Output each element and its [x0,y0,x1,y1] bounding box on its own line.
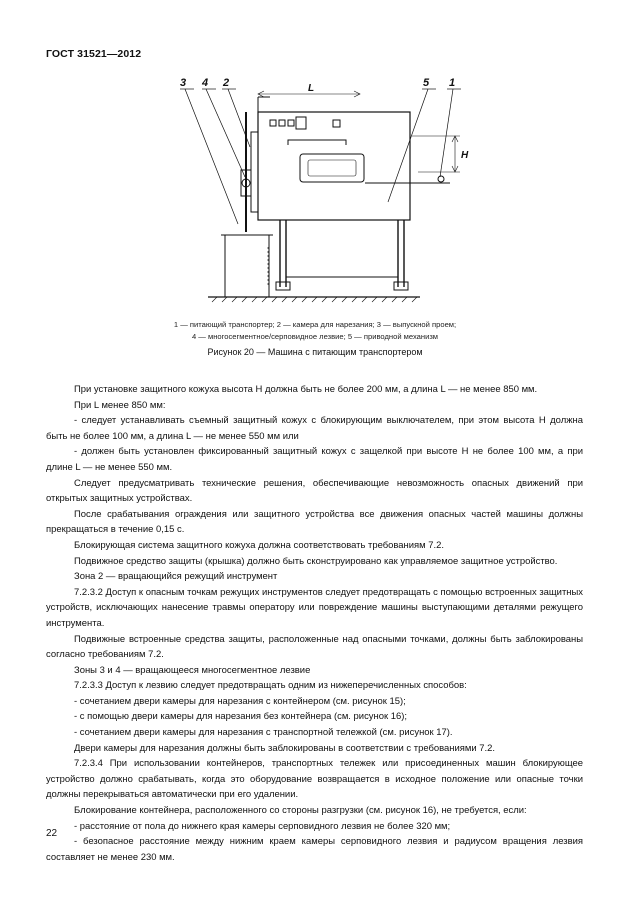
paragraph: 7.2.3.3 Доступ к лезвию следует предотвращать одним из нижеперечисленных способов: [74,680,467,692]
paragraph: Блокирующая система защитного кожуха должна соответствовать требованиям 7.2. [74,539,444,551]
list-item: - сочетанием двери камеры для нарезания с транспортной тележкой (см. рисунок 17). [74,727,453,739]
figure-legend [0,319,630,343]
figure-legend-line: 1 — питающий транспортер; 2 — камера для нарезания; 3 — выпускной проем; [173,320,457,329]
list-item: - безопасное расстояние между нижним краем камеры серповидного лезвия и радиусом вращения лезвия составляет не менее 230 мм. [46,836,583,863]
paragraph: Следует предусматривать технические решения, обеспечивающие невозможность опасных движений при открытых защитных устройствах. [46,477,583,505]
paragraph: 7.2.3.2 Доступ к опасным точкам режущих инструментов следует предотвращать с помощью встроенных защитных устройств, исключающих нанесение травмы оператору или повреждение машины выступающими деталями режущего инструмента. [46,586,583,629]
paragraph: При установке защитного кожуха высота H должна быть не более 200 мм, а длина L — не менее 850 мм. [74,384,538,395]
callout-4: 4 [202,77,209,89]
machine-figure [150,72,480,317]
dimension-l-label: L [308,83,315,94]
paragraph: - должен быть установлен фиксированный защитный кожух с защелкой при высоте H не более 100 мм, а при длине L — не менее 550 мм. [46,446,583,473]
paragraph: Подвижное средство защиты (крышка) должно быть сконструировано как управляемое защитное устройство. [74,555,558,567]
paragraph: При L менее 850 мм: [74,399,166,411]
callout-2: 2 [223,77,230,89]
section-heading: Зона 2 — вращающийся режущий инструмент [74,571,278,583]
list-item: - сочетанием двери камеры для нарезания с контейнером (см. рисунок 15); [74,695,406,707]
section-heading: Зоны 3 и 4 — вращающееся многосегментное лезвие [74,664,311,676]
callout-3: 3 [180,77,187,89]
figure-title: Рисунок 20 — Машина с питающим транспортером [207,347,423,357]
callout-5: 5 [423,77,430,89]
paragraph: Двери камеры для нарезания должны быть заблокированы в соответствии с требованиями 7.2. [74,742,496,754]
figure-legend-line: 4 — многосегментное/серповидное лезвие; 5 — приводной механизм [191,332,439,341]
paragraph: 7.2.3.4 При использовании контейнеров, транспортных тележек или присоединенных машин блокирующее устройство должно срабатывать, когда это оборудование возвращается в исходное положение или опасные точки должны перекрываться автоматически при его удалении. [46,758,583,801]
document-header: ГОСТ 31521—2012 [46,48,142,60]
list-item: - с помощью двери камеры для нарезания без контейнера (см. рисунок 16); [74,711,407,723]
body-text [46,382,583,865]
paragraph: Блокирование контейнера, расположенного со стороны разгрузки (см. рисунок 16), не требуется, если: [74,805,527,817]
paragraph: - следует устанавливать съемный защитный кожух с блокирующим выключателем, при этом высота H должна быть не более 100 мм, а длина L — не менее 550 мм или [46,415,583,442]
page-number: 22 [46,828,58,839]
paragraph: После срабатывания ограждения или защитного устройства все движения опасных частей машины должны прекращаться в течение 0,15 с. [46,508,583,536]
callout-1: 1 [449,77,456,89]
list-item: - расстояние от пола до нижнего края камеры серповидного лезвия не более 320 мм; [74,820,451,832]
dimension-h-label: H [461,150,469,161]
paragraph: Подвижные встроенные средства защиты, расположенные над опасными точками, должны быть заблокированы согласно требованиям 7.2. [46,633,583,661]
